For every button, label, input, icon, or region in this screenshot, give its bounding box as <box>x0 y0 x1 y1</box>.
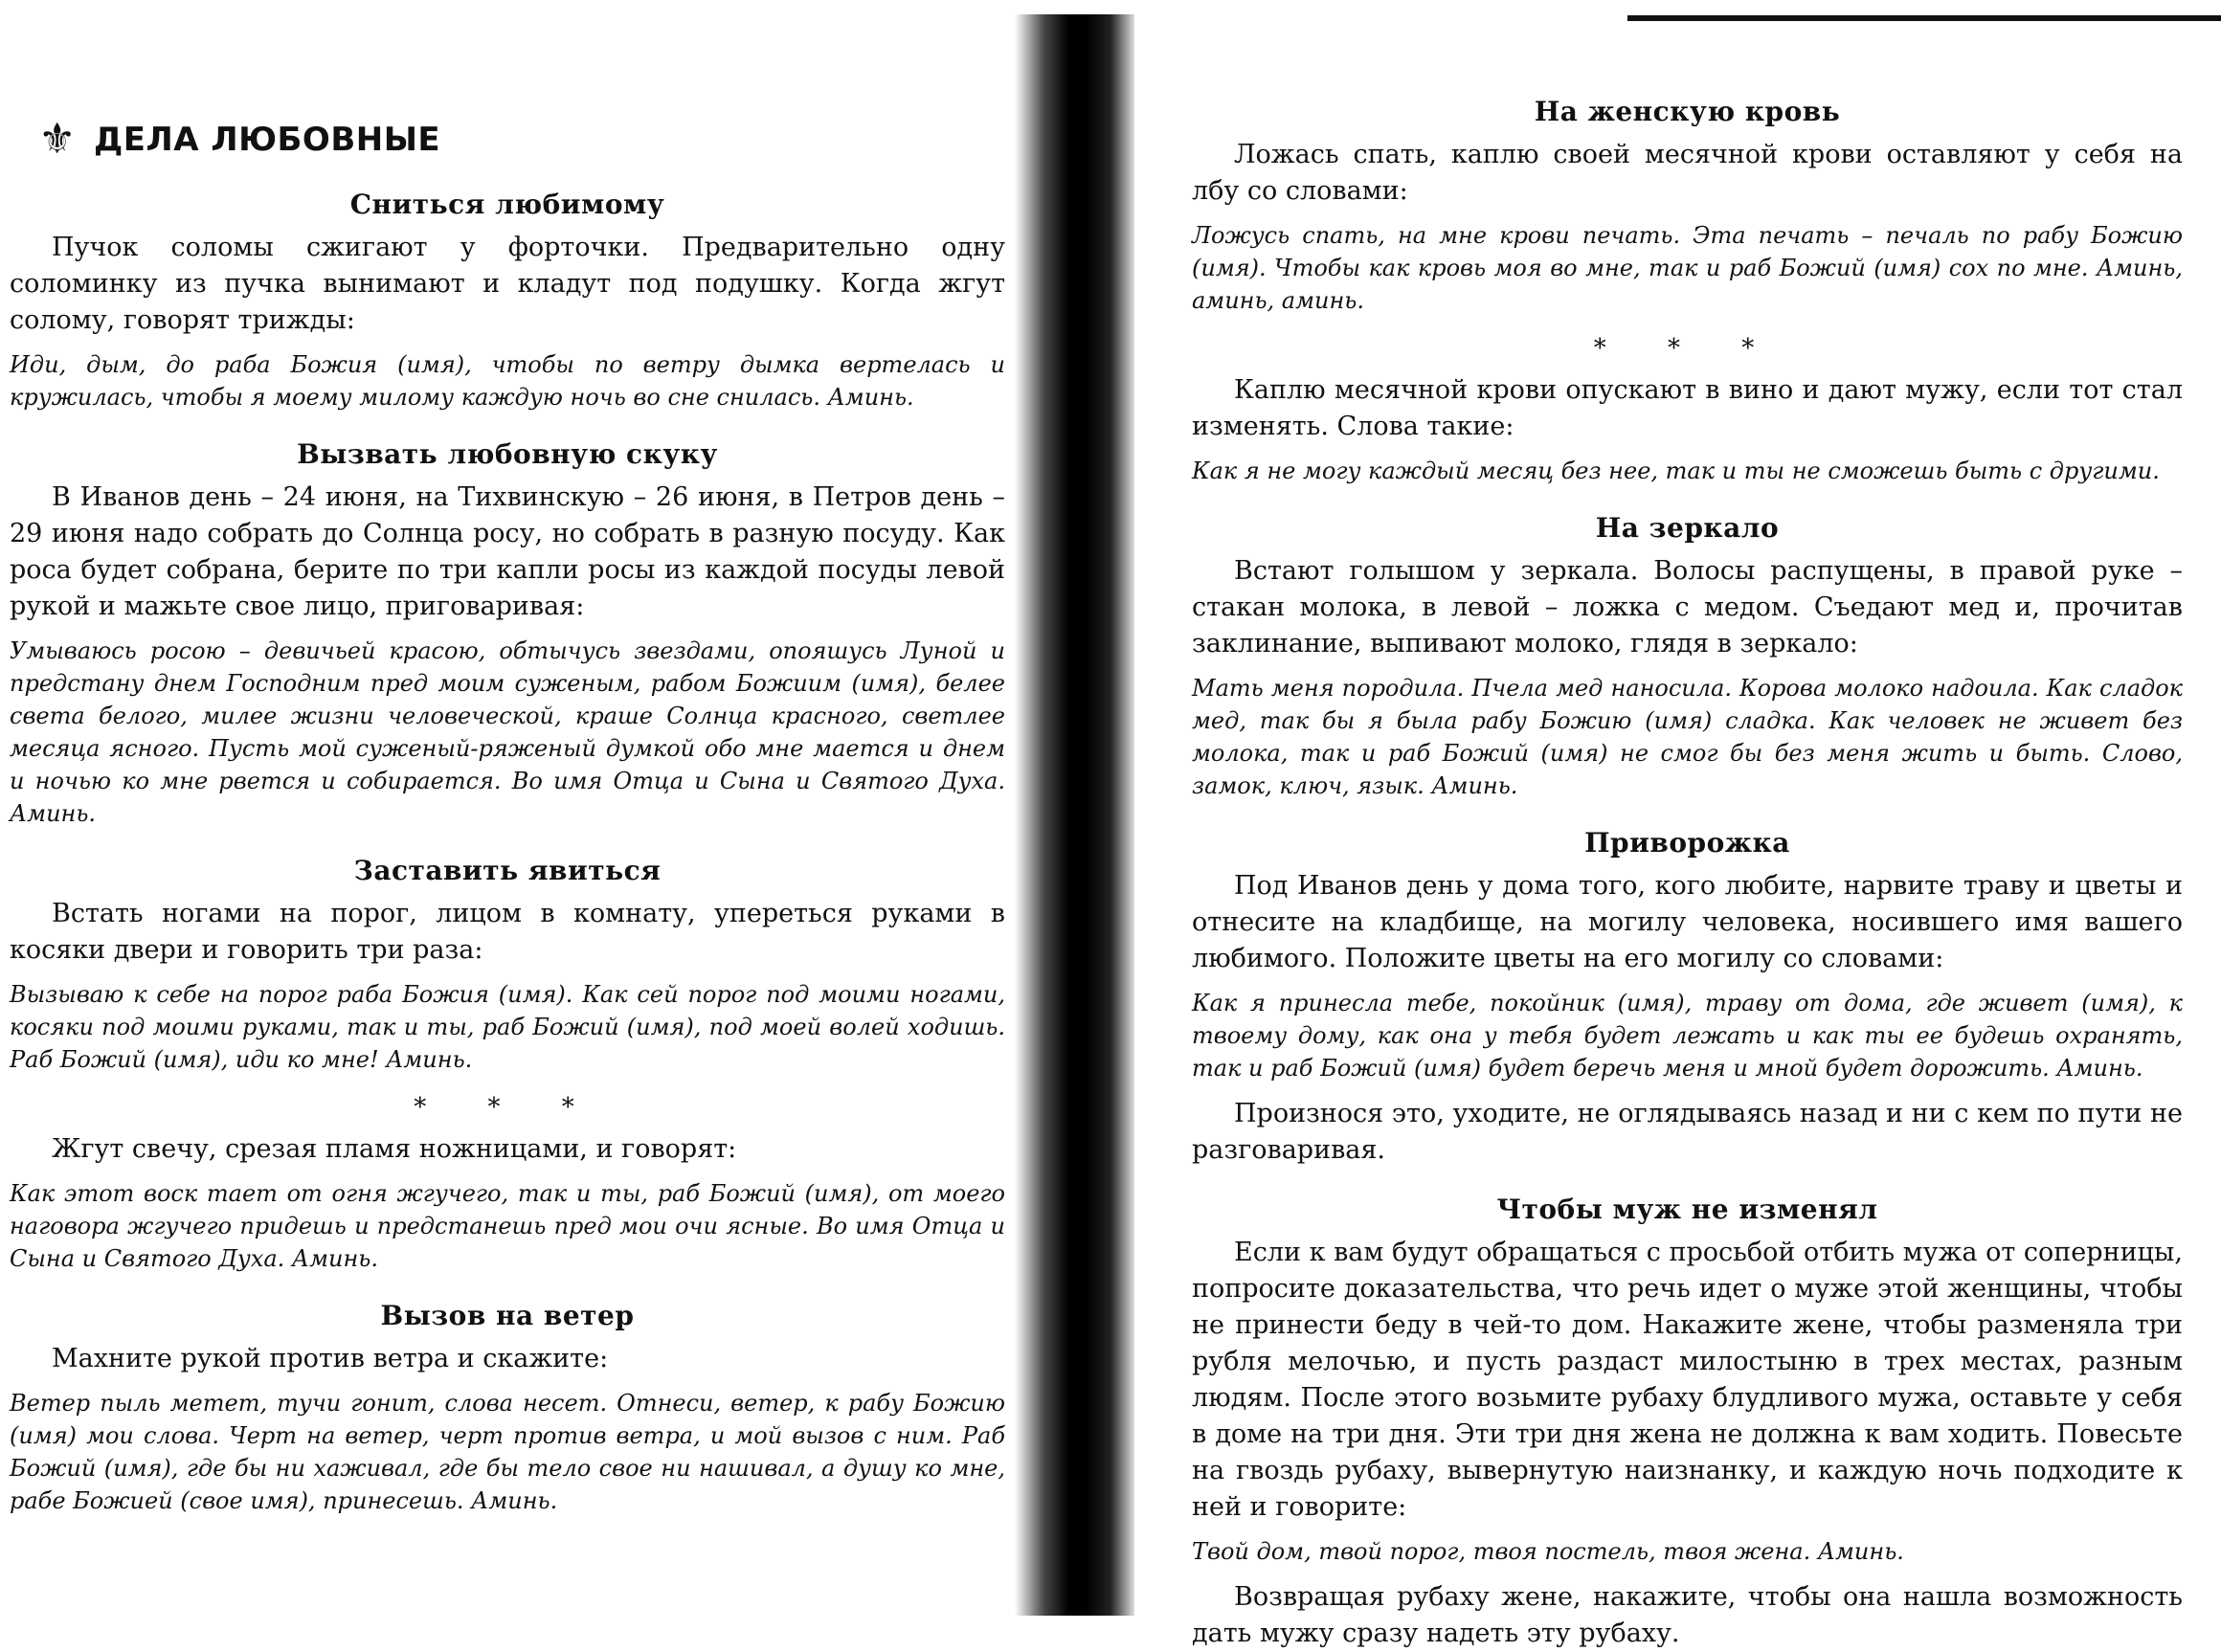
section-body: Каплю месячной крови опускают в вино и дают мужу, если тот стал изменять. Слова такие: <box>1192 375 2183 441</box>
section-heading: На женскую кровь <box>1534 96 1841 127</box>
section-body: Пучок соломы сжигают у форточки. Предварительно одну соломинку из пучка вынимают и кладут под подушку. Когда жгут солому, говорят трижды: <box>10 233 1005 335</box>
chapter-header <box>38 115 1015 164</box>
spell-text: Вызываю к себе на порог раба Божия (имя). Как сей порог под моими ногами, косяки под моими руками, так и ты, раб Божий (имя), под моей волей ходишь. Раб Божий (имя), иди ко мне! Аминь. <box>10 981 1005 1073</box>
section-body: Ложась спать, каплю своей месячной крови оставляют у себя на лбу со словами: <box>1192 140 2183 206</box>
section-heading: Сниться любимому <box>349 189 665 220</box>
spell-text: Ветер пыль метет, тучи гонит, слова несет. Отнеси, ветер, к рабу Божию (имя) мои слова. Черт на ветер, черт против ветра, и мой вызов с ним. Раб Божий (имя), где бы ни хаживал, где бы тело свое ни нашивал, а душу ко мне, рабе Божией (свое имя), принесешь. Аминь. <box>10 1390 1005 1514</box>
section-heading: На зеркало <box>1595 512 1780 544</box>
section-body: Жгут свечу, срезая пламя ножницами, и говорят: <box>52 1134 737 1164</box>
spell-text: Как этот воск тает от огня жгучего, так и ты, раб Божий (имя), от моего наговора жгучего придешь и предстанешь пред мои очи ясные. Во имя Отца и Сына и Святого Духа. Аминь. <box>10 1180 1005 1272</box>
section-body: Произнося это, уходите, не оглядываясь назад и ни с кем по пути не разговаривая. <box>1192 1099 2183 1165</box>
section-body: Встать ногами на порог, лицом в комнату, упереться руками в косяки двери и говорить три раза: <box>10 899 1005 965</box>
section-body: В Иванов день – 24 июня, на Тихвинскую – 26 июня, в Петров день – 29 июня надо собрать до Солнца росу, но собрать в разную посуду. Как роса будет собрана, берите по три капли росы из каждой посуды левой рукой и мажьте свое лицо, приговаривая: <box>10 482 1005 621</box>
spell-text: Иди, дым, до раба Божия (имя), чтобы по ветру дымка вертелась и кружилась, чтобы я моему милому каждую ночь во сне снилась. Аминь. <box>10 351 1005 411</box>
spell-text: Умываюсь росою – девичьей красою, обтычусь звездами, опояшусь Луной и предстану днем Господним пред моим суженым, рабом Божиим (имя), белее света белого, милее жизни человеческой, краше Солнца красного, светлее месяца ясного. Пусть мой суженый-ряженый думкой обо мне мается и днем и ночью ко мне рвется и собирается. Во имя Отца и Сына и Святого Духа. Аминь. <box>10 637 1005 827</box>
section-body: Возвращая рубаху жене, накажите, чтобы она нашла возможность дать мужу сразу надеть эту рубаху. <box>1192 1582 2183 1648</box>
section-heading: Приворожка <box>1584 827 1790 859</box>
section-heading: Вызвать любовную скуку <box>297 438 718 470</box>
section-body: Встают голышом у зеркала. Волосы распущены, в правой руке – стакан молока, в левой – ложка с медом. Съедают мед и, прочитав заклинание, выпивают молоко, глядя в зеркало: <box>1192 556 2183 659</box>
section-body: Махните рукой против ветра и скажите: <box>52 1344 609 1373</box>
section-heading: Чтобы муж не изменял <box>1496 1194 1878 1225</box>
spell-text: Ложусь спать, на мне крови печать. Эта печать – печаль по рабу Божию (имя). Чтобы как кровь моя во мне, так и раб Божий (имя) сох по мне. Аминь, аминь, аминь. <box>1192 222 2183 314</box>
left-page <box>0 0 1015 1616</box>
right-page <box>1134 0 2221 1648</box>
section-heading: Вызов на ветер <box>380 1300 635 1331</box>
spell-text: Как я не могу каждый месяц без нее, так и ты не сможешь быть с другими. <box>1192 458 2160 484</box>
chapter-title: ДЕЛА ЛЮБОВНЫЕ <box>93 120 441 159</box>
spell-text: Мать меня породила. Пчела мед наносила. Корова молоко надоила. Как сладок мед, так бы я была рабу Божию (имя) сладка. Как человек не живет без молока, так и раб Божий (имя) не смог бы без меня жить и быть. Слово, замок, ключ, язык. Аминь. <box>1192 675 2183 799</box>
spell-text: Как я принесла тебе, покойник (имя), траву от дома, где живет (имя), к твоему дому, как она у тебя будет лежать и как ты ее будешь охранять, так и раб Божий (имя) будет беречь меня и мной будет дорожить. Аминь. <box>1192 990 2183 1082</box>
fleur-de-lis-icon: ⚜ <box>38 115 77 164</box>
section-body: Под Иванов день у дома того, кого любите, нарвите траву и цветы и отнесите на кладбище, на могилу человека, носившего имя вашего любимого. Положите цветы на его могилу со словами: <box>1192 871 2183 973</box>
section-heading: Заставить явиться <box>353 855 662 886</box>
section-divider: * * * <box>1593 334 1782 363</box>
section-divider: * * * <box>414 1093 601 1122</box>
book-spine-shadow <box>1015 14 1134 1616</box>
section-body: Если к вам будут обращаться с просьбой отбить мужа от соперницы, попросите доказательства, что речь идет о муже этой женщины, чтобы не принести беду в чей-то дом. Накажите жене, чтобы разменяла три рубля мелочью, и пусть раздаст милостыню в трех местах, разным людям. После этого возьмите рубаху блудливого мужа, оставьте у себя в доме на три дня. Эти три дня жена не должна к вам ходить. Повесьте на гвоздь рубаху, вывернутую наизнанку, и каждую ночь подходите к ней и говорите: <box>1192 1238 2183 1522</box>
spell-text: Твой дом, твой порог, твоя постель, твоя жена. Аминь. <box>1192 1538 1904 1565</box>
